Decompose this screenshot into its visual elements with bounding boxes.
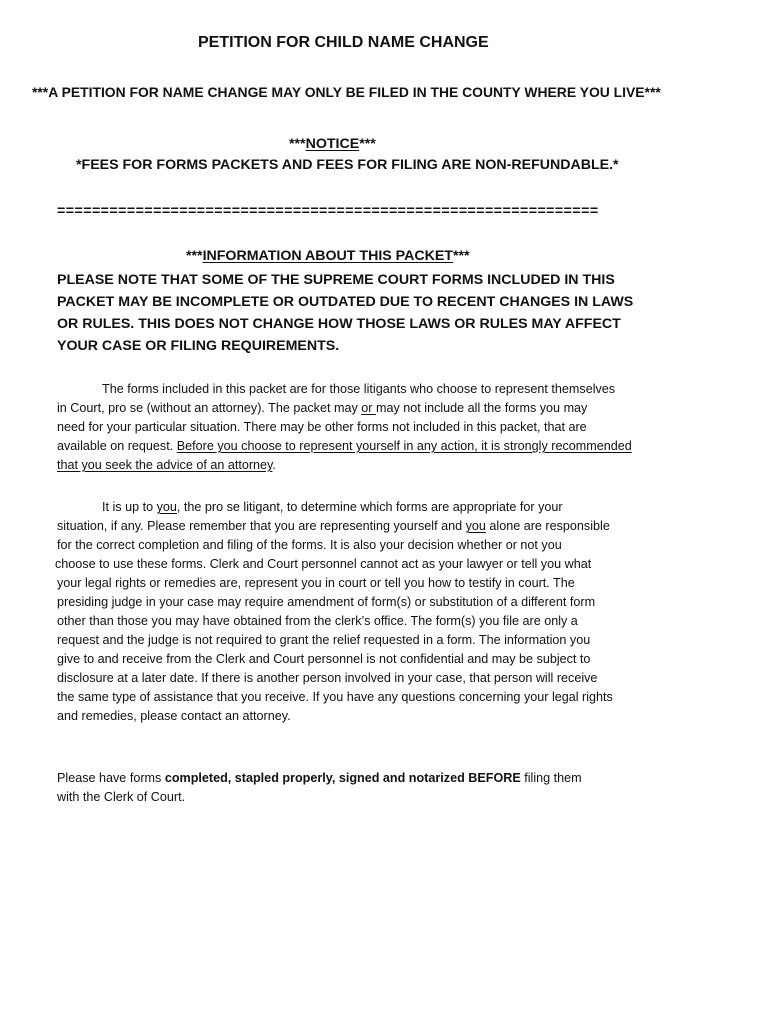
para2-you-underlined-1: you <box>156 500 177 514</box>
para1-recommendation-underlined: Before you choose to represent yourself in any action, it is strongly recommended <box>176 439 632 453</box>
info-stars-right: *** <box>452 248 470 264</box>
para2-line-8: request and the judge is not required to grant the relief requested in a form. The information you <box>57 633 591 647</box>
info-heading <box>186 248 470 264</box>
para3-line-1-c: filing them <box>520 771 582 785</box>
para1-or-underlined: or <box>361 401 376 415</box>
para1-line-5 <box>57 456 707 475</box>
paragraph-pro-se-responsibility <box>57 498 707 726</box>
para2-line-4: choose to use these forms. Clerk and Court personnel cannot act as your lawyer or tell you what <box>55 557 592 571</box>
para2-you-underlined-2: you <box>465 519 486 533</box>
paragraph-forms-included <box>57 380 707 475</box>
para3-line-2: with the Clerk of Court. <box>57 790 186 804</box>
para1-line-2-b: may not include all the forms you may <box>375 401 588 415</box>
county-notice: ***A PETITION FOR NAME CHANGE MAY ONLY BE FILED IN THE COUNTY WHERE YOU LIVE*** <box>32 84 661 100</box>
para2-line-6: presiding judge in your case may require amendment of form(s) or substitution of a different form <box>57 595 596 609</box>
info-line-1: PLEASE NOTE THAT SOME OF THE SUPREME COURT FORMS INCLUDED IN THIS <box>57 272 615 288</box>
para2-line-1 <box>57 498 707 517</box>
para1-line-3: need for your particular situation. There may be other forms not included in this packet, that are <box>57 420 587 434</box>
info-heading-label: INFORMATION ABOUT THIS PACKET <box>202 248 453 264</box>
para2-line-12: and remedies, please contact an attorney. <box>57 709 291 723</box>
fees-notice: *FEES FOR FORMS PACKETS AND FEES FOR FILING ARE NON-REFUNDABLE.* <box>76 157 619 173</box>
para2-line-2 <box>57 517 707 536</box>
notice-heading <box>289 136 376 152</box>
info-line-4: YOUR CASE OR FILING REQUIREMENTS. <box>57 338 340 354</box>
para1-line-4 <box>57 437 707 456</box>
para2-line-1-a: It is up to <box>102 500 157 514</box>
para2-line-3: for the correct completion and filing of the forms. It is also your decision whether or not you <box>57 538 562 552</box>
para1-line-4-a: available on request. <box>57 439 177 453</box>
paragraph-filing-instructions <box>57 769 707 807</box>
para2-line-11: the same type of assistance that you receive. If you have any questions concerning your legal rights <box>57 690 613 704</box>
para1-line-2-a: in Court, pro se (without an attorney). The packet may <box>57 401 362 415</box>
para3-line-1 <box>57 769 707 788</box>
divider-line: ============================================================== <box>57 203 599 219</box>
info-stars-left: *** <box>186 248 203 264</box>
info-line-3: OR RULES. THIS DOES NOT CHANGE HOW THOSE LAWS OR RULES MAY AFFECT <box>57 316 621 332</box>
notice-stars-left: *** <box>289 136 306 152</box>
para1-line-1: The forms included in this packet are for those litigants who choose to represent themselves <box>102 382 616 396</box>
para2-line-10: disclosure at a later date. If there is another person involved in your case, that person will receive <box>57 671 598 685</box>
document-title: PETITION FOR CHILD NAME CHANGE <box>198 34 489 51</box>
para1-line-2 <box>57 399 707 418</box>
para1-line-5-period: . <box>272 458 276 472</box>
para2-line-7: other than those you may have obtained from the clerk’s office. The form(s) you file are only a <box>57 614 578 628</box>
para3-line-1-a: Please have forms <box>57 771 165 785</box>
para3-bold-requirements: completed, stapled properly, signed and notarized BEFORE <box>164 771 521 785</box>
para2-line-2-b: alone are responsible <box>485 519 610 533</box>
notice-stars-right: *** <box>359 136 376 152</box>
para2-line-9: give to and receive from the Clerk and Court personnel is not confidential and may be subject to <box>57 652 591 666</box>
para2-line-1-b: , the pro se litigant, to determine which forms are appropriate for your <box>176 500 563 514</box>
para2-line-5: your legal rights or remedies are, represent you in court or tell you how to testify in court. The <box>57 576 575 590</box>
para1-attorney-underlined: that you seek the advice of an attorney <box>57 458 273 472</box>
info-line-2: PACKET MAY BE INCOMPLETE OR OUTDATED DUE TO RECENT CHANGES IN LAWS <box>57 294 634 310</box>
notice-label: NOTICE <box>305 136 360 152</box>
para2-line-2-a: situation, if any. Please remember that you are representing yourself and <box>57 519 466 533</box>
